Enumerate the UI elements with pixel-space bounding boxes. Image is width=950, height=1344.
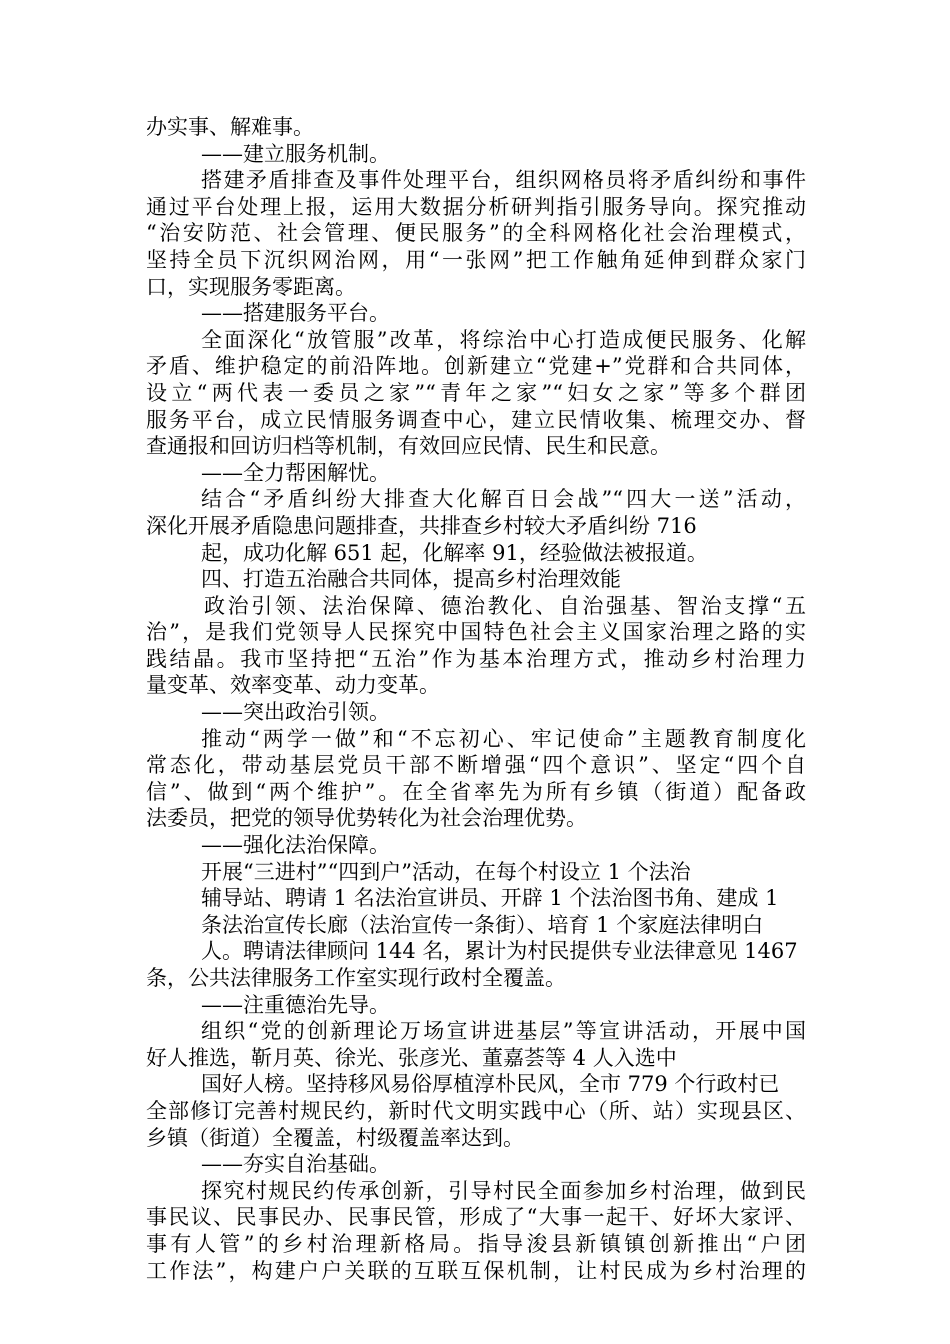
text-line: 设立“两代表一委员之家”“青年之家”“妇女之家”等多个群团 xyxy=(146,380,806,405)
text-line: 事民议、民事民办、民事民管，形成了“大事一起干、好坏大家评、 xyxy=(146,1205,806,1230)
text-line: 常态化，带动基层党员干部不断增强“四个意识”、坚定“四个自 xyxy=(146,753,806,778)
text-line: 开展“三进村”“四到户”活动，在每个村设立 1 个法治 xyxy=(201,859,691,884)
text-line: 办实事、解难事。 xyxy=(146,115,314,139)
text-line: 服务平台，成立民情服务调查中心，建立民情收集、梳理交办、督 xyxy=(146,407,806,432)
text-line: 组织“党的创新理论万场宣讲进基层”等宣讲活动，开展中国 xyxy=(201,1019,806,1044)
text-line: 乡镇（街道）全覆盖，村级覆盖率达到。 xyxy=(146,1125,524,1150)
text-line: ——全力帮困解忧。 xyxy=(201,460,390,485)
text-line: 搭建矛盾排查及事件处理平台，组织网格员将矛盾纠纷和事件 xyxy=(201,168,806,193)
text-line: ——强化法治保障。 xyxy=(201,833,390,858)
text-line: 量变革、效率变革、动力变革。 xyxy=(146,673,440,698)
text-line: 国好人榜。坚持移风易俗厚植淳朴民风，全市 779 个行政村已 xyxy=(201,1072,780,1097)
document-body xyxy=(146,114,806,1284)
text-line: 工作法”，构建户户关联的互联互保机制，让村民成为乡村治理的 xyxy=(146,1258,806,1283)
text-line: 好人推选，靳月英、徐光、张彦光、董嘉荟等 4 人入选中 xyxy=(146,1045,677,1070)
text-line: 口，实现服务零距离。 xyxy=(146,274,356,299)
text-line: 结合“矛盾纠纷大排查大化解百日会战”“四大一送”活动， xyxy=(201,487,806,512)
text-line: 起，成功化解 651 起，化解率 91，经验做法被报道。 xyxy=(201,540,708,565)
text-line: 全部修订完善村规民约，新时代文明实践中心（所、站）实现县区、 xyxy=(146,1098,806,1123)
text-line: 法委员，把党的领导优势转化为社会治理优势。 xyxy=(146,806,587,831)
text-line: 推动“两学一做”和“不忘初心、牢记使命”主题教育制度化 xyxy=(201,726,806,751)
text-line: ——注重德治先导。 xyxy=(201,992,390,1017)
text-line: 通过平台处理上报，运用大数据分析研判指引服务导向。探究推动 xyxy=(146,194,806,219)
text-line: 事有人管”的乡村治理新格局。指导浚县新镇镇创新推出“户团 xyxy=(146,1231,806,1256)
text-line: ——突出政治引领。 xyxy=(201,700,390,725)
text-line: 政治引领、法治保障、德治教化、自治强基、智治支撑“五 xyxy=(204,593,806,618)
text-line: 治”，是我们党领导人民探究中国特色社会主义国家治理之路的实 xyxy=(146,620,806,645)
text-line: 坚持全员下沉织网治网，用“一张网”把工作触角延伸到群众家门 xyxy=(146,247,806,272)
text-line: 人。聘请法律顾问 144 名，累计为村民提供专业法律意见 1467 xyxy=(201,939,798,964)
text-line: 全面深化“放管服”改革，将综治中心打造成便民服务、化解 xyxy=(201,327,806,352)
text-line: 条法治宣传长廊（法治宣传一条街）、培育 1 个家庭法律明白 xyxy=(201,912,764,937)
text-line: 践结晶。我市坚持把“五治”作为基本治理方式，推动乡村治理力 xyxy=(146,646,806,671)
text-line: 辅导站、聘请 1 名法治宣讲员、开辟 1 个法治图书角、建成 1 xyxy=(201,886,779,911)
text-line: ——建立服务机制。 xyxy=(201,141,390,166)
text-line: ——搭建服务平台。 xyxy=(201,301,390,326)
text-line: 信”、做到“两个维护”。在全省率先为所有乡镇（街道）配备政 xyxy=(146,779,806,804)
text-line: 深化开展矛盾隐患问题排查，共排查乡村较大矛盾纠纷 716 xyxy=(146,513,697,538)
text-line: ——夯实自治基础。 xyxy=(201,1152,390,1177)
text-line: 查通报和回访归档等机制，有效回应民情、民生和民意。 xyxy=(146,434,671,459)
text-line: “治安防范、社会管理、便民服务”的全科网格化社会治理模式， xyxy=(146,221,806,246)
text-line: 探究村规民约传承创新，引导村民全面参加乡村治理，做到民 xyxy=(201,1178,806,1203)
text-line: 矛盾、维护稳定的前沿阵地。创新建立“党建+”党群和合共同体， xyxy=(146,354,806,379)
text-line: 条，公共法律服务工作室实现行政村全覆盖。 xyxy=(146,966,566,990)
text-line: 四、打造五治融合共同体，提高乡村治理效能 xyxy=(201,567,621,592)
